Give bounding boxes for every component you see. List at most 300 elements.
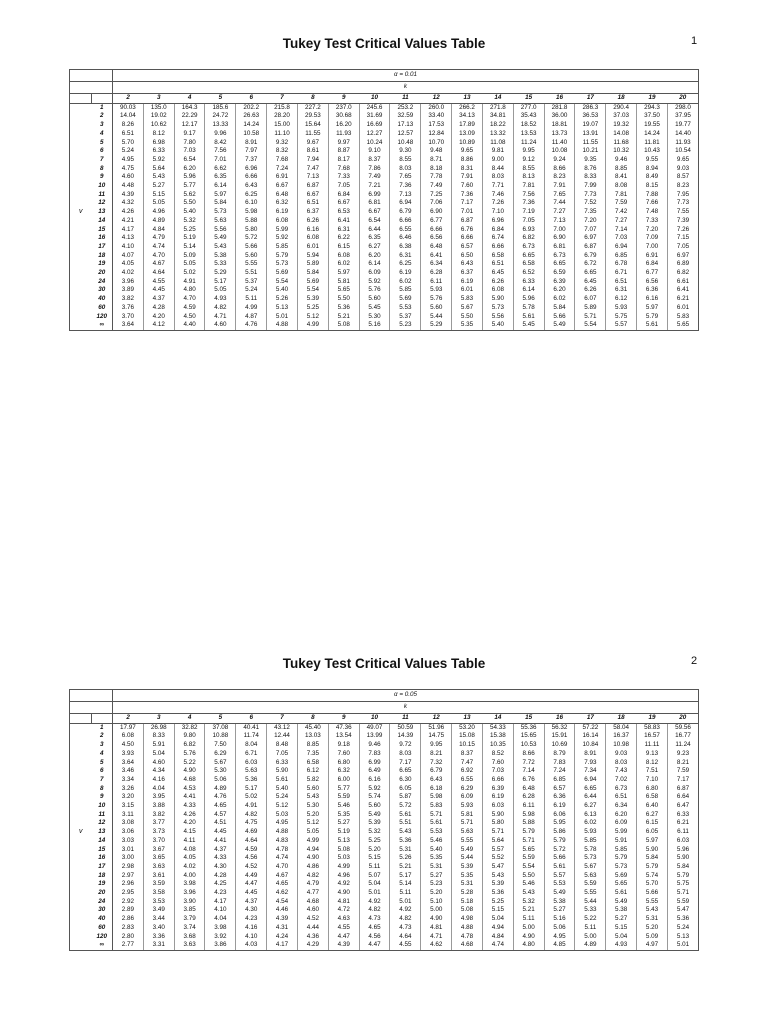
value-cell: 5.93 — [606, 304, 637, 313]
value-cell: 9.00 — [482, 156, 513, 165]
df-cell: 3 — [92, 121, 113, 130]
value-cell: 6.46 — [390, 234, 421, 243]
value-cell: 5.98 — [513, 811, 544, 820]
value-cell: 5.16 — [544, 915, 575, 924]
value-cell: 5.02 — [236, 793, 267, 802]
value-cell: 3.58 — [143, 889, 174, 898]
value-cell: 15.65 — [513, 732, 544, 741]
k-value-header: 12 — [421, 714, 452, 724]
value-cell: 6.37 — [452, 269, 483, 278]
critical-values-table — [69, 689, 699, 951]
value-cell: 8.86 — [452, 156, 483, 165]
value-cell: 5.11 — [359, 863, 390, 872]
value-cell: 5.90 — [667, 854, 698, 863]
value-cell: 4.47 — [236, 880, 267, 889]
value-cell: 4.16 — [236, 924, 267, 933]
value-cell: 4.56 — [236, 854, 267, 863]
value-cell: 3.70 — [113, 313, 144, 322]
value-cell: 3.85 — [174, 906, 205, 915]
value-cell: 6.02 — [575, 819, 606, 828]
value-cell: 4.51 — [205, 819, 236, 828]
value-cell: 4.70 — [174, 295, 205, 304]
alpha-label: α = 0.05 — [113, 690, 699, 702]
value-cell: 5.59 — [667, 898, 698, 907]
table-row — [70, 933, 699, 942]
value-cell: 6.77 — [421, 217, 452, 226]
value-cell: 5.12 — [297, 313, 328, 322]
value-cell: 5.22 — [174, 759, 205, 768]
df-cell: 19 — [92, 880, 113, 889]
value-cell: 281.8 — [544, 103, 575, 112]
value-cell: 4.75 — [236, 819, 267, 828]
value-cell: 6.19 — [544, 802, 575, 811]
value-cell: 4.74 — [143, 243, 174, 252]
table-row — [70, 260, 699, 269]
value-cell: 6.84 — [637, 260, 668, 269]
value-cell: 5.54 — [513, 863, 544, 872]
value-cell: 6.14 — [359, 260, 390, 269]
value-cell: 7.94 — [297, 156, 328, 165]
v-label-cell — [70, 252, 92, 261]
value-cell: 5.04 — [606, 933, 637, 942]
value-cell: 7.36 — [452, 191, 483, 200]
value-cell: 6.14 — [205, 182, 236, 191]
value-cell: 5.70 — [113, 139, 144, 148]
value-cell: 34.81 — [482, 112, 513, 121]
value-cell: 7.91 — [452, 173, 483, 182]
value-cell: 8.33 — [143, 732, 174, 741]
value-cell: 4.83 — [267, 837, 298, 846]
value-cell: 7.24 — [544, 767, 575, 776]
value-cell: 5.87 — [390, 793, 421, 802]
value-cell: 7.78 — [421, 173, 452, 182]
value-cell: 5.11 — [575, 924, 606, 933]
value-cell: 6.94 — [606, 243, 637, 252]
value-cell: 7.37 — [236, 156, 267, 165]
value-cell: 5.61 — [513, 313, 544, 322]
value-cell: 4.05 — [113, 260, 144, 269]
v-label-cell — [70, 103, 92, 112]
value-cell: 6.15 — [328, 243, 359, 252]
value-cell: 4.30 — [205, 863, 236, 872]
value-cell: 7.55 — [667, 208, 698, 217]
table-row — [70, 941, 699, 950]
value-cell: 5.04 — [143, 750, 174, 759]
value-cell: 11.55 — [297, 130, 328, 139]
value-cell: 10.48 — [390, 139, 421, 148]
value-cell: 4.60 — [143, 759, 174, 768]
value-cell: 5.13 — [328, 837, 359, 846]
value-cell: 3.95 — [143, 793, 174, 802]
value-cell: 6.45 — [482, 269, 513, 278]
value-cell: 4.84 — [482, 933, 513, 942]
v-label-cell — [70, 793, 92, 802]
value-cell: 5.61 — [267, 776, 298, 785]
value-cell: 8.21 — [421, 750, 452, 759]
value-cell: 4.65 — [359, 924, 390, 933]
value-cell: 5.64 — [482, 837, 513, 846]
value-cell: 7.73 — [575, 191, 606, 200]
value-cell: 5.17 — [205, 278, 236, 287]
value-cell: 3.67 — [143, 846, 174, 855]
value-cell: 5.03 — [267, 811, 298, 820]
value-cell: 9.23 — [667, 750, 698, 759]
value-cell: 8.26 — [113, 121, 144, 130]
value-cell: 5.08 — [328, 321, 359, 330]
value-cell: 8.03 — [606, 759, 637, 768]
value-cell: 9.96 — [205, 130, 236, 139]
value-cell: 4.80 — [174, 286, 205, 295]
value-cell: 12.44 — [267, 732, 298, 741]
value-cell: 294.3 — [637, 103, 668, 112]
value-cell: 6.21 — [667, 295, 698, 304]
df-cell: 13 — [92, 208, 113, 217]
value-cell: 4.95 — [544, 933, 575, 942]
value-cell: 7.59 — [606, 199, 637, 208]
value-cell: 3.64 — [113, 321, 144, 330]
value-cell: 5.97 — [205, 191, 236, 200]
value-cell: 5.26 — [267, 295, 298, 304]
value-cell: 8.08 — [606, 182, 637, 191]
value-cell: 11.74 — [236, 732, 267, 741]
table-row — [70, 139, 699, 148]
value-cell: 6.29 — [452, 785, 483, 794]
value-cell: 7.93 — [575, 759, 606, 768]
value-cell: 298.0 — [667, 103, 698, 112]
value-cell: 5.33 — [205, 260, 236, 269]
value-cell: 11.24 — [513, 139, 544, 148]
value-cell: 3.08 — [113, 819, 144, 828]
value-cell: 6.20 — [174, 165, 205, 174]
value-cell: 10.54 — [667, 147, 698, 156]
value-cell: 8.76 — [575, 165, 606, 174]
value-cell: 7.01 — [205, 156, 236, 165]
value-cell: 2.77 — [113, 941, 144, 950]
value-cell: 3.63 — [143, 863, 174, 872]
value-cell: 5.44 — [575, 898, 606, 907]
value-cell: 5.55 — [575, 889, 606, 898]
value-cell: 5.79 — [637, 863, 668, 872]
value-cell: 11.11 — [637, 741, 668, 750]
value-cell: 5.91 — [606, 837, 637, 846]
value-cell: 4.36 — [297, 933, 328, 942]
v-label-cell — [70, 785, 92, 794]
value-cell: 4.37 — [205, 846, 236, 855]
value-cell: 51.96 — [421, 723, 452, 732]
df-cell: 24 — [92, 278, 113, 287]
value-cell: 6.03 — [236, 759, 267, 768]
value-cell: 12.84 — [421, 130, 452, 139]
value-cell: 6.19 — [267, 208, 298, 217]
value-cell: 5.94 — [297, 252, 328, 261]
value-cell: 6.34 — [606, 802, 637, 811]
value-cell: 8.85 — [606, 165, 637, 174]
value-cell: 5.11 — [513, 915, 544, 924]
value-cell: 10.70 — [421, 139, 452, 148]
value-cell: 6.85 — [606, 252, 637, 261]
value-cell: 8.48 — [267, 741, 298, 750]
value-cell: 5.32 — [513, 898, 544, 907]
value-cell: 8.91 — [236, 139, 267, 148]
value-cell: 5.92 — [267, 234, 298, 243]
value-cell: 5.20 — [359, 846, 390, 855]
value-cell: 5.88 — [513, 819, 544, 828]
value-cell: 3.40 — [143, 924, 174, 933]
value-cell: 3.68 — [174, 933, 205, 942]
k-value-header: 3 — [143, 714, 174, 724]
value-cell: 4.10 — [113, 243, 144, 252]
value-cell: 26.98 — [143, 723, 174, 732]
table-row — [70, 732, 699, 741]
value-cell: 5.98 — [236, 208, 267, 217]
v-label-cell: v — [70, 828, 92, 837]
value-cell: 5.57 — [544, 872, 575, 881]
value-cell: 6.96 — [236, 165, 267, 174]
value-cell: 4.00 — [174, 872, 205, 881]
value-cell: 5.84 — [205, 199, 236, 208]
value-cell: 5.69 — [297, 278, 328, 287]
value-cell: 7.60 — [328, 750, 359, 759]
v-label-cell — [70, 191, 92, 200]
df-cell: 24 — [92, 898, 113, 907]
value-cell: 4.45 — [143, 286, 174, 295]
value-cell: 10.15 — [452, 741, 483, 750]
value-cell: 5.43 — [205, 243, 236, 252]
value-cell: 5.38 — [205, 252, 236, 261]
value-cell: 5.60 — [297, 785, 328, 794]
value-cell: 7.83 — [544, 759, 575, 768]
value-cell: 3.31 — [143, 941, 174, 950]
value-cell: 7.19 — [513, 208, 544, 217]
value-cell: 13.53 — [513, 130, 544, 139]
value-cell: 6.02 — [328, 260, 359, 269]
df-cell: 120 — [92, 933, 113, 942]
table-row — [70, 217, 699, 226]
value-cell: 7.60 — [452, 182, 483, 191]
value-cell: 4.81 — [421, 924, 452, 933]
table-row — [70, 295, 699, 304]
value-cell: 6.16 — [359, 776, 390, 785]
value-cell: 4.39 — [267, 915, 298, 924]
value-cell: 4.17 — [205, 898, 236, 907]
value-cell: 5.49 — [544, 321, 575, 330]
value-cell: 9.97 — [328, 139, 359, 148]
value-cell: 5.76 — [421, 295, 452, 304]
value-cell: 4.71 — [205, 313, 236, 322]
value-cell: 5.47 — [482, 863, 513, 872]
value-cell: 5.28 — [452, 889, 483, 898]
value-cell: 5.55 — [452, 837, 483, 846]
value-cell: 5.55 — [236, 260, 267, 269]
value-cell: 4.82 — [297, 872, 328, 881]
value-cell: 164.3 — [174, 103, 205, 112]
table-row — [70, 199, 699, 208]
value-cell: 5.30 — [205, 767, 236, 776]
value-cell: 6.33 — [143, 147, 174, 156]
value-cell: 9.95 — [421, 741, 452, 750]
value-cell: 5.90 — [637, 846, 668, 855]
v-label-cell — [70, 121, 92, 130]
value-cell: 2.80 — [113, 933, 144, 942]
value-cell: 13.33 — [205, 121, 236, 130]
value-cell: 6.26 — [575, 286, 606, 295]
blank-cell — [70, 702, 113, 714]
value-cell: 5.03 — [328, 854, 359, 863]
value-cell: 5.67 — [205, 759, 236, 768]
value-cell: 6.20 — [606, 811, 637, 820]
value-cell: 6.48 — [267, 191, 298, 200]
value-cell: 5.20 — [637, 924, 668, 933]
value-cell: 9.32 — [267, 139, 298, 148]
value-cell: 4.59 — [174, 304, 205, 313]
value-cell: 7.71 — [482, 182, 513, 191]
value-cell: 6.11 — [421, 278, 452, 287]
value-cell: 5.02 — [174, 269, 205, 278]
value-cell: 8.94 — [637, 165, 668, 174]
value-cell: 4.30 — [236, 906, 267, 915]
value-cell: 7.73 — [667, 199, 698, 208]
value-cell: 7.35 — [297, 750, 328, 759]
value-cell: 3.98 — [205, 924, 236, 933]
value-cell: 5.53 — [390, 304, 421, 313]
value-cell: 5.51 — [390, 819, 421, 828]
value-cell: 15.64 — [297, 121, 328, 130]
value-cell: 6.84 — [482, 226, 513, 235]
value-cell: 6.92 — [452, 767, 483, 776]
value-cell: 6.67 — [328, 199, 359, 208]
k-value-header: 9 — [328, 94, 359, 104]
value-cell: 14.40 — [667, 130, 698, 139]
value-cell: 6.73 — [513, 243, 544, 252]
value-cell: 6.11 — [667, 828, 698, 837]
df-cell: 14 — [92, 217, 113, 226]
value-cell: 7.97 — [236, 147, 267, 156]
value-cell: 19.77 — [667, 121, 698, 130]
value-cell: 6.58 — [297, 759, 328, 768]
value-cell: 3.06 — [113, 828, 144, 837]
value-cell: 5.09 — [174, 252, 205, 261]
table-row — [70, 924, 699, 933]
value-cell: 5.69 — [606, 872, 637, 881]
value-cell: 5.04 — [359, 880, 390, 889]
value-cell: 6.26 — [482, 278, 513, 287]
value-cell: 4.33 — [205, 854, 236, 863]
value-cell: 4.96 — [328, 872, 359, 881]
value-cell: 5.51 — [236, 269, 267, 278]
value-cell: 3.89 — [113, 286, 144, 295]
value-cell: 6.65 — [575, 269, 606, 278]
value-cell: 8.23 — [667, 182, 698, 191]
value-cell: 16.57 — [637, 732, 668, 741]
k-value-header: 14 — [482, 94, 513, 104]
df-cell: 7 — [92, 776, 113, 785]
value-cell: 3.73 — [143, 828, 174, 837]
value-cell: 6.03 — [482, 802, 513, 811]
df-cell: 5 — [92, 759, 113, 768]
v-label-cell — [70, 112, 92, 121]
value-cell: 6.19 — [390, 269, 421, 278]
value-cell: 5.60 — [359, 802, 390, 811]
k-value-header: 9 — [328, 714, 359, 724]
k-value-header: 2 — [113, 714, 144, 724]
value-cell: 6.12 — [297, 767, 328, 776]
value-cell: 6.44 — [575, 793, 606, 802]
value-cell: 7.72 — [513, 759, 544, 768]
value-cell: 5.23 — [390, 321, 421, 330]
table-row — [70, 811, 699, 820]
table-row — [70, 313, 699, 322]
value-cell: 4.39 — [328, 941, 359, 950]
value-cell: 5.96 — [174, 173, 205, 182]
value-cell: 7.56 — [205, 147, 236, 156]
value-cell: 6.09 — [606, 819, 637, 828]
value-cell: 8.23 — [544, 173, 575, 182]
value-cell: 6.36 — [544, 793, 575, 802]
v-label-cell — [70, 147, 92, 156]
value-cell: 4.72 — [328, 906, 359, 915]
value-cell: 5.83 — [421, 802, 452, 811]
v-label-cell — [70, 199, 92, 208]
value-cell: 4.54 — [267, 898, 298, 907]
value-cell: 3.26 — [113, 785, 144, 794]
value-cell: 5.26 — [390, 854, 421, 863]
value-cell: 6.96 — [482, 217, 513, 226]
df-cell: 16 — [92, 234, 113, 243]
value-cell: 6.41 — [667, 286, 698, 295]
value-cell: 5.71 — [575, 313, 606, 322]
df-cell: 2 — [92, 732, 113, 741]
df-cell: 6 — [92, 767, 113, 776]
value-cell: 5.88 — [236, 217, 267, 226]
value-cell: 7.39 — [667, 217, 698, 226]
value-cell: 2.96 — [113, 880, 144, 889]
value-cell: 6.44 — [359, 226, 390, 235]
value-cell: 36.00 — [544, 112, 575, 121]
page-number: 2 — [691, 655, 698, 667]
value-cell: 7.27 — [606, 217, 637, 226]
value-cell: 5.66 — [637, 889, 668, 898]
value-cell: 4.74 — [267, 854, 298, 863]
v-label-cell — [70, 269, 92, 278]
value-cell: 5.37 — [390, 313, 421, 322]
value-cell: 3.93 — [113, 750, 144, 759]
value-cell: 31.69 — [359, 112, 390, 121]
k-value-header: 10 — [359, 94, 390, 104]
value-cell: 4.81 — [328, 898, 359, 907]
value-cell: 4.44 — [297, 924, 328, 933]
table-row — [70, 121, 699, 130]
value-cell: 7.02 — [606, 776, 637, 785]
value-cell: 8.17 — [328, 156, 359, 165]
value-cell: 6.02 — [390, 278, 421, 287]
value-cell: 14.24 — [236, 121, 267, 130]
value-cell: 4.90 — [174, 767, 205, 776]
value-cell: 5.43 — [297, 793, 328, 802]
value-cell: 6.76 — [513, 776, 544, 785]
df-cell: 17 — [92, 243, 113, 252]
value-cell: 6.64 — [667, 793, 698, 802]
k-value-header: 19 — [637, 94, 668, 104]
table-row — [70, 846, 699, 855]
value-cell: 15.00 — [267, 121, 298, 130]
value-cell: 5.81 — [452, 811, 483, 820]
value-cell: 7.17 — [452, 199, 483, 208]
value-cell: 7.14 — [606, 226, 637, 235]
v-label-cell — [70, 234, 92, 243]
v-label-cell: v — [70, 208, 92, 217]
table-row — [70, 252, 699, 261]
value-cell: 9.03 — [606, 750, 637, 759]
